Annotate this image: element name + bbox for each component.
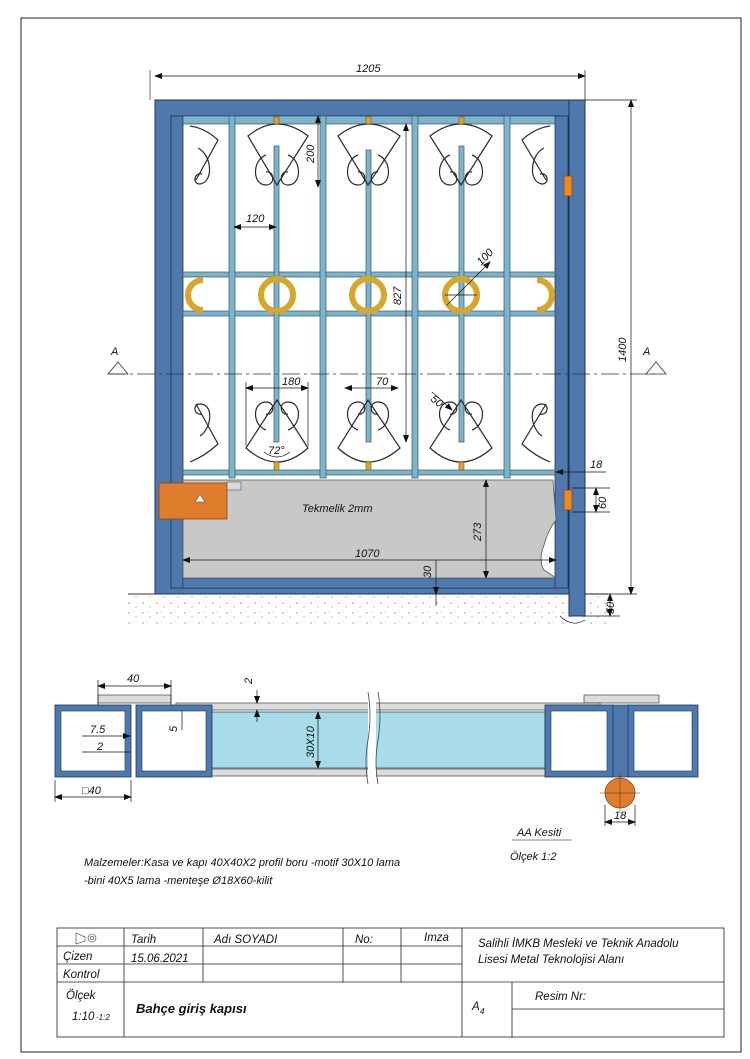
tb-olcek-sub: -1:2 bbox=[96, 1013, 110, 1022]
sec-dim-pin: 18 bbox=[614, 810, 627, 822]
dim-fan-angle: 72° bbox=[268, 445, 285, 457]
dim-panel-width: 1070 bbox=[355, 548, 380, 560]
dim-panel-height: 273 bbox=[472, 522, 484, 541]
aa-section bbox=[55, 692, 698, 813]
kick-panel bbox=[183, 480, 556, 578]
section-title: AA Kesiti bbox=[517, 827, 562, 839]
dim-scroll-width: 70 bbox=[376, 376, 389, 388]
dim-bottom-gap: 30 bbox=[422, 565, 434, 578]
dim-hinge-offset: 18 bbox=[590, 459, 603, 471]
tb-resim-label: Resim Nr: bbox=[535, 991, 587, 1003]
sec-dim-plate-t: 2 bbox=[243, 677, 255, 684]
sec-dim-square: □40 bbox=[82, 785, 101, 797]
materials-line-1: Malzemeler:Kasa ve kapı 40X40X2 profil boru -motif 30X10 lama bbox=[84, 857, 401, 869]
ground-hatch bbox=[128, 594, 608, 624]
dim-height-total: 1400 bbox=[617, 337, 629, 362]
dim-motif-height: 827 bbox=[392, 286, 404, 305]
tb-tarih-label: Tarih bbox=[131, 934, 157, 946]
projection-symbol-icon bbox=[76, 933, 96, 944]
dim-hinge-len: 60 bbox=[597, 496, 609, 509]
tb-olcek-label: Ölçek bbox=[66, 990, 96, 1002]
tb-paper-sub: 4 bbox=[480, 1007, 485, 1016]
tb-imza-label: Imza bbox=[424, 932, 449, 944]
tb-date: 15.06.2021 bbox=[131, 953, 189, 965]
tb-drawing-title: Bahçe giriş kapısı bbox=[136, 1001, 247, 1016]
dim-width-total: 1205 bbox=[356, 63, 381, 75]
tb-cizen-label: Çizen bbox=[63, 951, 93, 963]
dim-ring-dia: 100 bbox=[474, 246, 497, 269]
section-marker-left: A bbox=[111, 346, 119, 358]
dim-post-depth: 50 bbox=[605, 601, 617, 614]
tb-school-line-1: Salihli İMKB Mesleki ve Teknik Anadolu bbox=[478, 938, 679, 950]
tb-kontrol-label: Kontrol bbox=[63, 969, 100, 981]
sec-dim-profile-w: 40 bbox=[127, 673, 140, 685]
sec-dim-inset: 7.5 bbox=[90, 724, 106, 736]
section-scale: Ölçek 1:2 bbox=[510, 851, 557, 863]
dim-motif-top: 200 bbox=[305, 144, 317, 163]
dim-fan-width: 180 bbox=[282, 376, 301, 388]
tb-no-label: No: bbox=[355, 934, 373, 946]
section-marker-right: A bbox=[643, 346, 651, 358]
dim-radius: 50 bbox=[428, 393, 446, 411]
tb-paper: A bbox=[472, 1001, 480, 1013]
tb-olcek-value: 1:10 bbox=[72, 1011, 95, 1023]
panel-label: Tekmelik 2mm bbox=[302, 503, 373, 515]
tb-school-line-2: Lisesi Metal Teknolojisi Alanı bbox=[478, 954, 625, 966]
sec-dim-lama-offset: 5 bbox=[168, 725, 180, 732]
sec-dim-wall: 2 bbox=[97, 741, 104, 753]
sec-dim-lama: 30X10 bbox=[305, 726, 317, 758]
tb-adi-label: Adı SOYADI bbox=[214, 934, 278, 946]
materials-line-2: -bini 40X5 lama -menteşe Ø18X60-kilit bbox=[84, 875, 273, 887]
dim-bar-spacing: 120 bbox=[246, 213, 265, 225]
